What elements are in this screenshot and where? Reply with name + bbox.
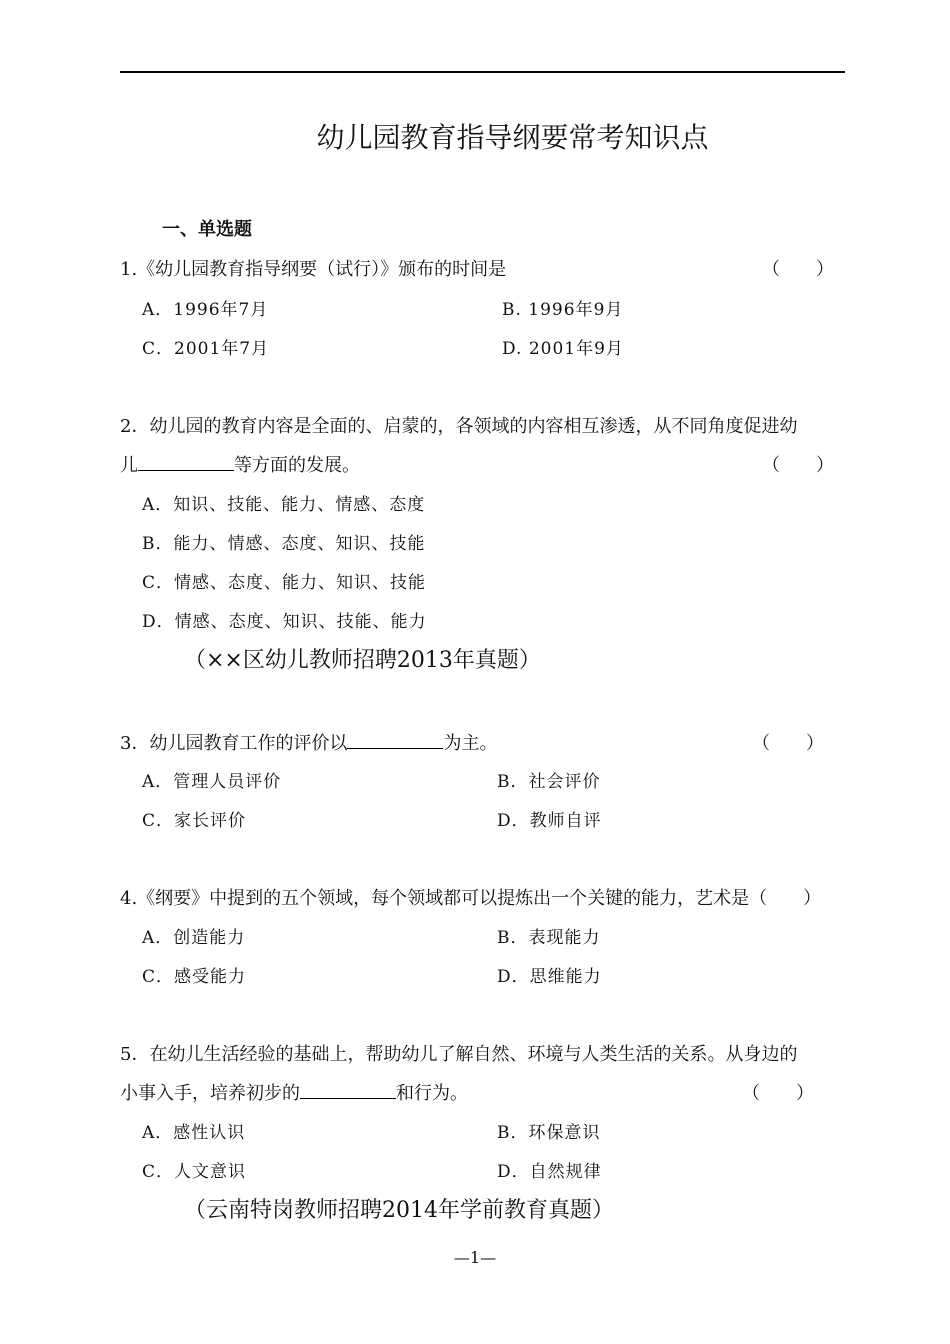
question-2-source-note: （××区幼儿教师招聘2013年真题）: [184, 648, 541, 673]
question-5-text-pre: 小事入手，培养初步的: [120, 1083, 300, 1104]
page-number: —1—: [453, 1248, 497, 1267]
question-1-option-a: A．1996年7月: [142, 300, 269, 320]
question-3-answer-paren: （ ）: [752, 733, 824, 754]
question-4-option-b: B．表现能力: [497, 928, 601, 948]
question-2-option-b: B．能力、情感、态度、知识、技能: [142, 534, 426, 554]
question-5-option-a: A．感性认识: [142, 1123, 246, 1143]
question-5-option-c: C．人文意识: [142, 1162, 247, 1182]
question-1-option-c: C．2001年7月: [142, 339, 270, 359]
question-5-blank: [300, 1080, 396, 1099]
question-3-option-d: D．教师自评: [497, 811, 602, 831]
question-2-blank: [138, 452, 234, 471]
question-5-answer-paren: （ ）: [742, 1083, 814, 1104]
question-1-answer-paren: （ ）: [762, 259, 834, 280]
question-4-option-c: C．感受能力: [142, 967, 247, 987]
question-5-text: 5．在幼儿生活经验的基础上，帮助幼儿了解自然、环境与人类生活的关系。从身边的: [120, 1044, 798, 1065]
question-3-option-a: A．管理人员评价: [142, 772, 282, 792]
question-3-blank: [347, 730, 443, 749]
section-heading: 一、单选题: [162, 219, 252, 240]
question-5-text-line2: [120, 1079, 468, 1105]
question-2-option-a: A．知识、技能、能力、情感、态度: [142, 495, 426, 515]
question-5-option-d: D．自然规律: [497, 1162, 602, 1182]
question-5-text-post: 和行为。: [396, 1083, 468, 1104]
question-1-text: 1.《幼儿园教育指导纲要（试行）》颁布的时间是: [120, 259, 507, 280]
question-4-option-a: A．创造能力: [142, 928, 246, 948]
question-2-option-d: D．情感、态度、知识、技能、能力: [142, 612, 427, 632]
question-1-option-b: B. 1996年9月: [502, 300, 624, 320]
header-rule: [120, 71, 845, 73]
question-3-text-pre: 3．幼儿园教育工作的评价以: [120, 733, 348, 754]
question-2-text: 2．幼儿园的教育内容是全面的、启蒙的，各领域的内容相互渗透，从不同角度促进幼: [120, 416, 798, 437]
question-4-option-d: D．思维能力: [497, 967, 602, 987]
question-1-option-d: D. 2001年9月: [502, 339, 624, 359]
question-2-answer-paren: （ ）: [762, 455, 834, 476]
question-2-text-pre: 儿: [120, 455, 138, 476]
question-3-option-b: B．社会评价: [497, 772, 601, 792]
question-2-option-c: C．情感、态度、能力、知识、技能: [142, 573, 427, 593]
document-title: 幼儿园教育指导纲要常考知识点: [316, 121, 709, 154]
question-4-text: 4.《纲要》中提到的五个领域，每个领域都可以提炼出一个关键的能力，艺术是（ ）: [120, 888, 822, 909]
question-2-text-line2: [120, 451, 360, 477]
question-5-option-b: B．环保意识: [497, 1123, 601, 1143]
question-3-option-c: C．家长评价: [142, 811, 247, 831]
question-3-text: [120, 729, 497, 755]
question-2-text-post: 等方面的发展。: [234, 455, 360, 476]
question-5-source-note: （云南特岗教师招聘2014年学前教育真题）: [184, 1198, 614, 1223]
question-3-text-post: 为主。: [443, 733, 498, 754]
